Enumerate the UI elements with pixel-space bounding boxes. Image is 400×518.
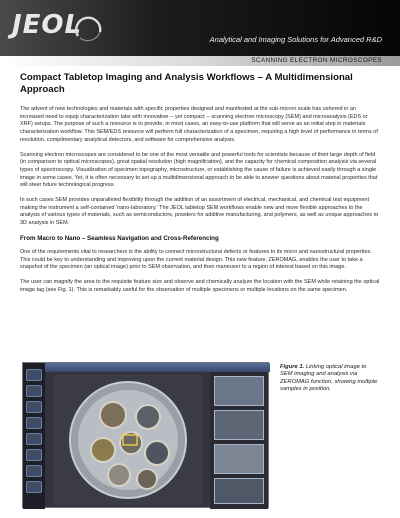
- panel-button: [26, 433, 42, 445]
- thumbnail: [214, 410, 264, 440]
- panel-button: [26, 401, 42, 413]
- jeol-logo: JEOL: [12, 10, 83, 40]
- paragraph: In such cases SEM provides unparalleled flexibility through the addition of an assortment of electrical, mechanical, and chemical test equipment making the instrument a self-contained 'nano-laboratory.' The JEOL tabletop SEM workflows enable new and more flexible approaches to the analysis of various types of materials, such as semiconductors, powders for additive manufacturing, and polymers, as well as unique approaches to 3D analysis in SEM.: [20, 197, 379, 227]
- article-body: [20, 72, 380, 301]
- thumbnail-panel: [210, 372, 268, 509]
- figure-caption: [280, 364, 380, 394]
- software-toolbar: [45, 363, 270, 372]
- thumbnail: [214, 478, 264, 504]
- paragraph: The user can magnify the area to the requisite feature size and observe and chemically analyze the location with the SEM while retaining the optical image tag (see Fig. 1). This is remarkably useful for the observation of multiple specimens or multiple locations on the same specimen.: [20, 278, 380, 293]
- panel-button: [26, 449, 42, 461]
- paragraph: Scanning electron microscopes are considered to be one of the most versatile and powerful tools for scientists because of their large depth of field (in comparison to optical microscopes), great spatial resolution (high magnification), and the capacity for chemical composition analysis via several types of spectroscopy. Visualization of specimen topography, microstructure, or establishing the cause of failure is achieved easily through a single image in some cases. Yet, it is often necessary to set up a multidimensional approach to be able to answer questions about material properties that will steer future technological progress.: [20, 151, 378, 189]
- figure-1-screenshot: [22, 362, 269, 508]
- paragraph: The advent of new technologies and materials with specific properties designed and manifested at the sub-micron scale has ushered in an increased need to equip characterization labs with innovative -- yet compact -- scanning electron microscopy (SEM) and microanalysis (EDS or XRF) setups. The purpose of such a resource is to provide, in most cases, an easy-to-use platform that will serve as an initial step in materials characterization workflow. This SEM/EDS resource will perform full characterization of a specimen, requiring a high level of performance in terms of resolution, complimentary analytical detectors, and software for comprehensive analysis.: [20, 106, 378, 143]
- logo-swoosh-icon: [74, 12, 104, 42]
- header-banner: [0, 0, 400, 56]
- panel-button: [26, 465, 42, 477]
- software-side-panel: [23, 363, 45, 509]
- section-subheading: From Macro to Nano – Seamless Navigation and Cross-Referencing: [20, 234, 219, 242]
- sample-stage-image: [53, 375, 203, 505]
- panel-button: [26, 385, 42, 397]
- header-tagline: Analytical and Imaging Solutions for Advanced R&D: [209, 35, 382, 44]
- caption-label: Figure 1.: [280, 364, 305, 370]
- panel-button: [26, 481, 42, 493]
- thumbnail: [214, 376, 264, 406]
- article-title: Compact Tabletop Imaging and Analysis Workflows – A Multidimensional Approach: [20, 72, 353, 95]
- section-label: SCANNING ELECTRON MICROSCOPES: [251, 57, 382, 64]
- thumbnail: [214, 444, 264, 474]
- paragraph: One of the requirements vital to researchers is the ability to connect microstructural defects or features to its micro and nanostructural properties. This could be key to understanding and improving upon the current material design. This new feature, ZEROMAG, enables the user to take a snapshot of the specimen (an optical image) prior to SEM observation, and then maneuver to a region of interest based on this image.: [20, 248, 372, 271]
- caption-text: Linking optical image to SEM imaging and analysis via ZEROMAG function, showing multiple samples in position.: [280, 364, 378, 393]
- panel-button: [26, 369, 42, 381]
- panel-button: [26, 417, 42, 429]
